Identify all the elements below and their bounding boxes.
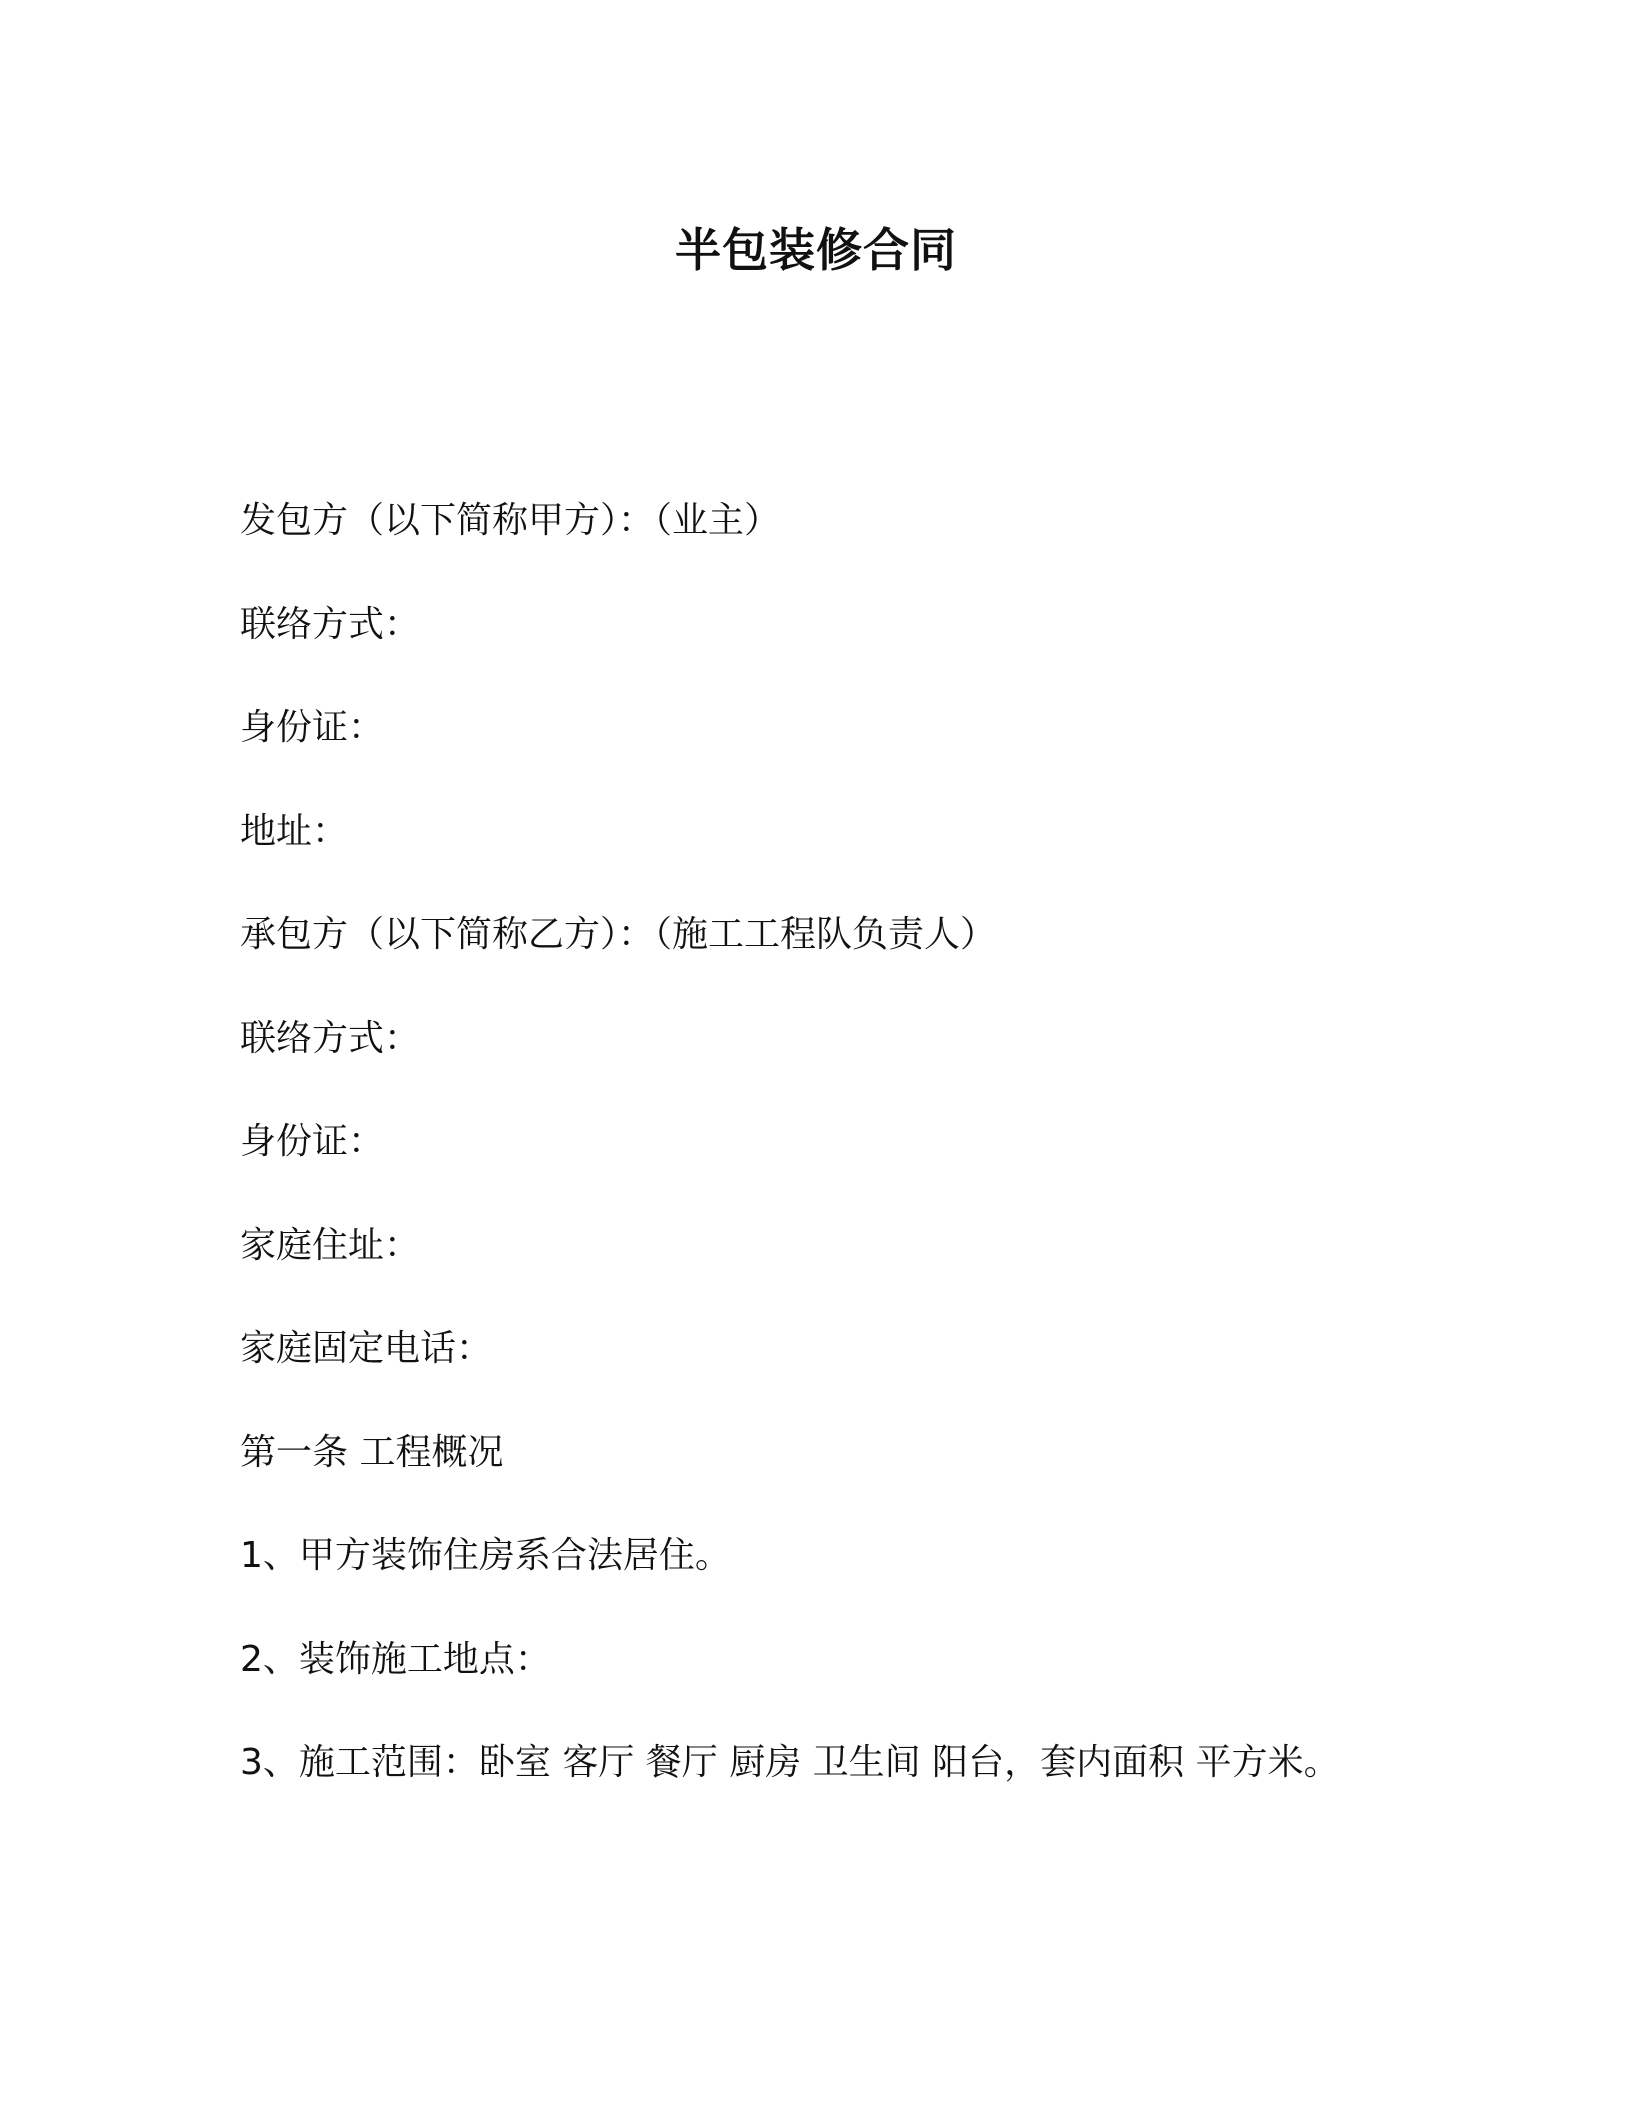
party-b-contact-line: 联络方式： xyxy=(240,1017,421,1059)
document-body xyxy=(240,496,1440,1842)
party-b-home-address-line: 家庭住址： xyxy=(240,1224,421,1266)
party-a-contact-line: 联络方式： xyxy=(240,603,421,645)
clause-2-line: 2、装饰施工地点： xyxy=(240,1638,551,1680)
party-a-line: 发包方（以下简称甲方）：（业主） xyxy=(240,500,781,541)
clause-3-line: 3、施工范围：卧室 客厅 餐厅 厨房 卫生间 阳台，套内面积 平方米。 xyxy=(240,1742,1340,1783)
party-b-home-phone-line: 家庭固定电话： xyxy=(240,1328,493,1369)
party-b-line: 承包方（以下简称乙方）：（施工工程队负责人） xyxy=(240,914,997,955)
document-title: 半包装修合同 xyxy=(675,223,957,277)
party-a-address-line: 地址： xyxy=(240,810,349,852)
party-b-id-line: 身份证： xyxy=(240,1121,385,1162)
clause-1-line: 1、甲方装饰住房系合法居住。 xyxy=(240,1535,731,1576)
party-a-id-line: 身份证： xyxy=(240,707,385,748)
article-one-heading: 第一条 工程概况 xyxy=(240,1431,504,1473)
